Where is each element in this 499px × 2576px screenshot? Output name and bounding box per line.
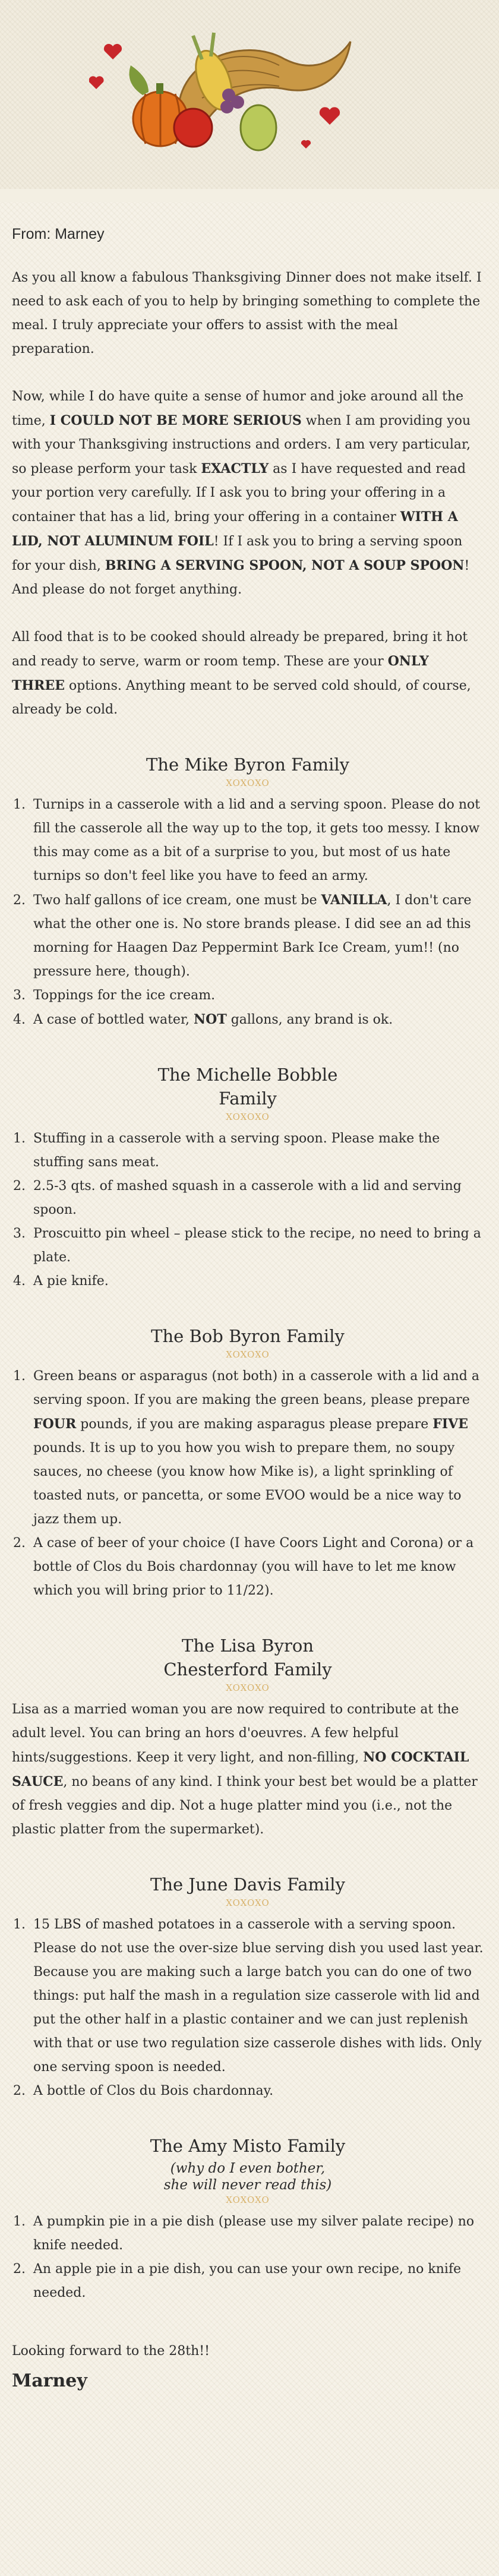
letter-content: [0, 202, 499, 2393]
assignment-item: 3. Toppings for the ice cream.: [30, 984, 484, 1008]
assignment-item: 1. A pumpkin pie in a pie dish (please use my silver palate recipe) no knife needed.: [30, 2210, 484, 2258]
family-title: The Michelle Bobble Family: [157, 1065, 338, 1109]
assignment-item: 4. A case of bottled water, NOT gallons, any brand is ok.: [30, 1008, 484, 1032]
family-section: [12, 2134, 484, 2305]
assignment-item: 2. 2.5-3 qts. of mashed squash in a casserole with a lid and serving spoon.: [30, 1175, 484, 1222]
assignment-item: 3. Proscuitto pin wheel – please stick to the recipe, no need to bring a plate.: [30, 1222, 484, 1270]
emphasis-text: FOUR: [33, 1416, 77, 1432]
assignment-item: 1. 15 LBS of mashed potatoes in a casserole with a serving spoon. Please do not use the over-size blue serving dish you used last year. Because you are making such a large batch you can do one of two things: put half the mash in a regulation size casserole with lid and put the other half in a plastic container and we can just replenish with that or use two regulation size casserole dishes with lids. Only one serving spoon is needed.: [30, 1913, 484, 2079]
intro-paragraph: Now, while I do have quite a sense of humor and joke around all the time, I COULD NOT BE MORE SERIOUS when I am providing you with your Thanksgiving instructions and orders. I am very particular, so please perform your task EXACTLY as I have requested and read your portion very carefully. If I ask you to bring your offering in a container that has a lid, bring your offering in a container WITH A LID, NOT ALUMINUM FOIL! If I ask you to bring a serving spoon for your dish, BRING A SERVING SPOON, NOT A SOUP SPOON! And please do not forget anything.: [12, 389, 471, 597]
emphasis-text: WITH A LID, NOT ALUMINUM FOIL: [12, 509, 458, 549]
assignment-item: 1. Green beans or asparagus (not both) in a casserole with a lid and a serving spoon. If you are making the green beans, please prepare FOUR pounds, if you are making asparagus please prepare FIVE pounds. It is up to you how you wish to prepare them, no soupy sauces, no cheese (you know how Mike is), a light sprinkling of toasted nuts, or pancetta, or some EVOO would be a nice way to jazz them up.: [30, 1365, 484, 1532]
assignment-list: [12, 1127, 484, 1293]
family-section: [12, 1634, 484, 1842]
assignment-item: 4. A pie knife.: [30, 1270, 484, 1293]
family-title: The June Davis Family: [150, 1874, 345, 1895]
emphasis-text: NOT: [194, 1012, 227, 1027]
letter-body: [0, 202, 499, 2576]
emphasis-text: EXACTLY: [201, 461, 269, 476]
assignment-item: 1. Turnips in a casserole with a lid and a serving spoon. Please do not fill the casserole all the way up to the top, it gets too messy. I know this may come as a bit of a surprise to you, but most of us hate turnips so don't feel like you have to feed an army.: [30, 793, 484, 888]
xo-separator: XOXOXO: [226, 1682, 270, 1693]
assignment-list: [12, 793, 484, 1032]
family-section: [12, 1873, 484, 2103]
assignment-list: [12, 1913, 484, 2103]
assignment-list: [12, 2210, 484, 2305]
emphasis-text: ONLY THREE: [12, 654, 429, 693]
emphasis-text: VANILLA: [321, 892, 387, 908]
emphasis-text: BRING A SERVING SPOON, NOT A SOUP SPOON: [105, 558, 465, 573]
family-title: The Mike Byron Family: [146, 755, 350, 775]
emphasis-text: NO COCKTAIL SAUCE: [12, 1750, 469, 1789]
family-paragraph: Lisa as a married woman you are now required to contribute at the adult level. You can bring an hors d'oeuvres. A few helpful hints/suggestions. Keep it very light, and non-filling, NO COCKTAIL SAUCE, no beans of any kind. I think your best bet would be a platter of fresh veggies and dip. Not a huge platter mind you (i.e., not the plastic platter from the supermarket).: [12, 1702, 478, 1837]
assignment-item: 2. Two half gallons of ice cream, one must be VANILLA, I don't care what the other one is. No store brands please. I did see an ad this morning for Haagen Daz Peppermint Bark Ice Cream, yum!! (no pressure here, though).: [30, 888, 484, 984]
xo-separator: XOXOXO: [226, 1898, 270, 1908]
assignment-item: 1. Stuffing in a casserole with a serving spoon. Please make the stuffing sans meat.: [30, 1127, 484, 1175]
emphasis-text: FIVE: [432, 1416, 468, 1432]
signature: Marney: [12, 2370, 87, 2391]
assignment-item: 2. An apple pie in a pie dish, you can use your own recipe, no knife needed.: [30, 2258, 484, 2305]
emphasis-text: I COULD NOT BE MORE SERIOUS: [49, 413, 302, 428]
intro-paragraph: As you all know a fabulous Thanksgiving Dinner does not make itself. I need to ask each of you to help by bringing something to complete the meal. I truly appreciate your offers to assist with the meal preparation.: [12, 270, 482, 356]
intro-paragraph: All food that is to be cooked should already be prepared, bring it hot and ready to serve, warm or room temp. These are your ONLY THREE options. Anything meant to be served cold should, of course, already be cold.: [12, 630, 471, 717]
family-subtitle: (why do I even bother, she will never read this): [163, 2161, 332, 2193]
family-section: [12, 1063, 484, 1293]
family-section: [12, 753, 484, 1032]
family-title: The Lisa Byron Chesterford Family: [163, 1636, 332, 1680]
closing-line: Looking forward to the 28th!!: [12, 2344, 210, 2359]
family-title: The Bob Byron Family: [151, 1326, 345, 1346]
cornucopia-illustration: [89, 24, 368, 160]
family-title: The Amy Misto Family: [150, 2136, 346, 2156]
assignment-item: 2. A bottle of Clos du Bois chardonnay.: [30, 2079, 484, 2103]
from-line: From: Marney: [12, 226, 105, 242]
xo-separator: XOXOXO: [226, 1349, 270, 1360]
header-banner: [0, 0, 499, 189]
xo-separator: XOXOXO: [226, 2195, 270, 2205]
xo-separator: XOXOXO: [226, 1112, 270, 1122]
family-section: [12, 1324, 484, 1603]
xo-separator: XOXOXO: [226, 778, 270, 788]
assignment-item: 2. A case of beer of your choice (I have Coors Light and Corona) or a bottle of Clos du Bois chardonnay (you will have to let me know which you will bring prior to 11/22).: [30, 1532, 484, 1603]
assignment-list: [12, 1365, 484, 1603]
